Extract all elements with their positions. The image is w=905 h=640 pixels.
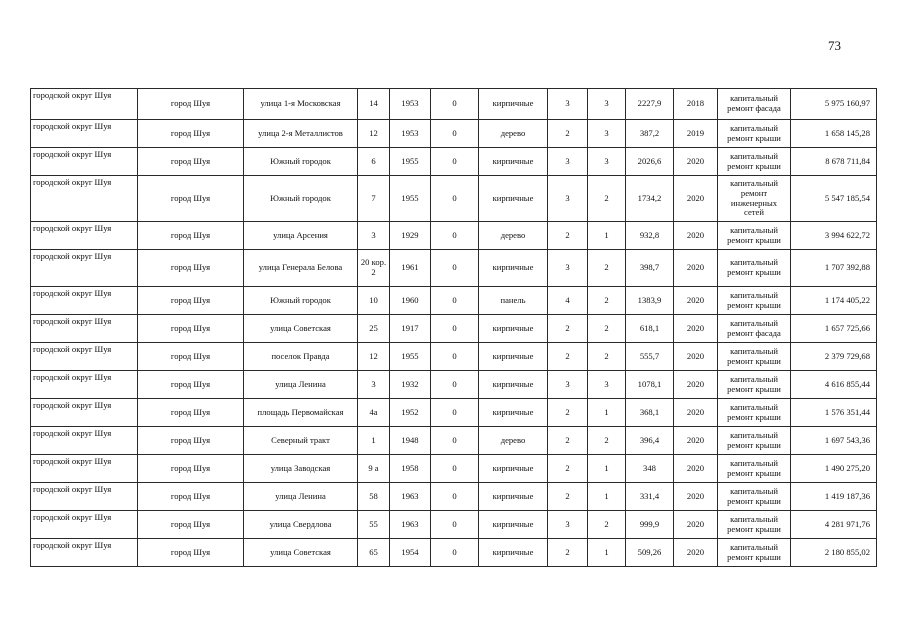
cell-zero-value: 0 [431,539,479,567]
cell-street: улица Арсения [244,222,358,250]
table-row [31,399,877,427]
cell-zero-value: 0 [431,399,479,427]
table-row [31,222,877,250]
cell-okrug: городской округ Шуя [31,455,138,483]
cell-city: город Шуя [138,222,244,250]
cell-wall-material: кирпичные [479,455,548,483]
cell-okrug: городской округ Шуя [31,539,138,567]
cell-city: город Шуя [138,371,244,399]
cell-house: 12 [358,343,390,371]
cell-wall-material: кирпичные [479,511,548,539]
cell-work-type: капитальный ремонт крыши [718,511,791,539]
cell-entrances: 1 [588,222,626,250]
cell-okrug: городской округ Шуя [31,511,138,539]
cell-city: город Шуя [138,89,244,120]
cell-city: город Шуя [138,315,244,343]
cell-house: 65 [358,539,390,567]
cell-okrug: городской округ Шуя [31,343,138,371]
cell-street: улица Ленина [244,371,358,399]
table-row [31,148,877,176]
cell-year-built: 1955 [390,148,431,176]
cell-year-built: 1948 [390,427,431,455]
cell-floors: 2 [548,399,588,427]
cell-zero-value: 0 [431,176,479,222]
cell-city: город Шуя [138,176,244,222]
cell-area: 1734,2 [626,176,674,222]
cell-city: город Шуя [138,287,244,315]
cell-year-built: 1958 [390,455,431,483]
cell-zero-value: 0 [431,483,479,511]
cell-sum: 4 616 855,44 [791,371,877,399]
cell-year: 2020 [674,483,718,511]
cell-house: 3 [358,222,390,250]
cell-city: город Шуя [138,250,244,287]
cell-work-type: капитальный ремонт фасада [718,89,791,120]
cell-year: 2020 [674,287,718,315]
cell-year: 2020 [674,371,718,399]
cell-house: 1 [358,427,390,455]
cell-house: 10 [358,287,390,315]
cell-year-built: 1963 [390,483,431,511]
cell-work-type: капитальный ремонт крыши [718,427,791,455]
cell-wall-material: кирпичные [479,89,548,120]
cell-year-built: 1961 [390,250,431,287]
cell-year-built: 1955 [390,343,431,371]
cell-area: 387,2 [626,120,674,148]
table-row [31,315,877,343]
cell-area: 398,7 [626,250,674,287]
cell-floors: 3 [548,371,588,399]
cell-sum: 3 994 622,72 [791,222,877,250]
cell-floors: 3 [548,511,588,539]
cell-city: город Шуя [138,427,244,455]
cell-zero-value: 0 [431,343,479,371]
table-row [31,511,877,539]
cell-street: улица Советская [244,539,358,567]
cell-house: 4а [358,399,390,427]
cell-entrances: 2 [588,315,626,343]
cell-area: 1383,9 [626,287,674,315]
cell-okrug: городской округ Шуя [31,120,138,148]
cell-area: 618,1 [626,315,674,343]
cell-house: 3 [358,371,390,399]
table-row [31,539,877,567]
table-row [31,371,877,399]
cell-entrances: 1 [588,483,626,511]
cell-floors: 2 [548,222,588,250]
table-row [31,455,877,483]
cell-okrug: городской округ Шуя [31,483,138,511]
table-row [31,427,877,455]
cell-sum: 1 707 392,88 [791,250,877,287]
document-table-wrapper [30,88,877,567]
cell-zero-value: 0 [431,427,479,455]
cell-work-type: капитальный ремонт крыши [718,120,791,148]
cell-wall-material: кирпичные [479,343,548,371]
cell-sum: 5 975 160,97 [791,89,877,120]
cell-zero-value: 0 [431,455,479,483]
cell-street: улица 2-я Металлистов [244,120,358,148]
cell-entrances: 2 [588,343,626,371]
cell-entrances: 3 [588,120,626,148]
table-row [31,250,877,287]
cell-wall-material: кирпичные [479,371,548,399]
cell-entrances: 1 [588,399,626,427]
cell-city: город Шуя [138,148,244,176]
cell-work-type: капитальный ремонт крыши [718,222,791,250]
cell-wall-material: кирпичные [479,176,548,222]
cell-street: Южный городок [244,148,358,176]
cell-year-built: 1932 [390,371,431,399]
cell-sum: 8 678 711,84 [791,148,877,176]
cell-city: город Шуя [138,399,244,427]
cell-floors: 2 [548,539,588,567]
cell-okrug: городской округ Шуя [31,287,138,315]
cell-house: 25 [358,315,390,343]
cell-floors: 2 [548,483,588,511]
cell-wall-material: кирпичные [479,399,548,427]
cell-work-type: капитальный ремонт фасада [718,315,791,343]
cell-entrances: 1 [588,539,626,567]
cell-year: 2020 [674,539,718,567]
cell-zero-value: 0 [431,250,479,287]
cell-year: 2020 [674,511,718,539]
housing-repair-table [30,88,877,567]
cell-zero-value: 0 [431,89,479,120]
cell-house: 20 кор. 2 [358,250,390,287]
table-row [31,176,877,222]
cell-area: 2026,6 [626,148,674,176]
table-row [31,287,877,315]
cell-year-built: 1952 [390,399,431,427]
cell-wall-material: кирпичные [479,148,548,176]
cell-entrances: 2 [588,176,626,222]
cell-city: город Шуя [138,539,244,567]
cell-year: 2020 [674,427,718,455]
cell-work-type: капитальный ремонт инженерных сетей [718,176,791,222]
cell-year-built: 1953 [390,89,431,120]
cell-street: Северный тракт [244,427,358,455]
cell-sum: 1 576 351,44 [791,399,877,427]
cell-year-built: 1960 [390,287,431,315]
cell-street: Южный городок [244,176,358,222]
cell-work-type: капитальный ремонт крыши [718,343,791,371]
cell-entrances: 3 [588,371,626,399]
cell-work-type: капитальный ремонт крыши [718,483,791,511]
cell-sum: 1 697 543,36 [791,427,877,455]
cell-area: 2227,9 [626,89,674,120]
cell-year: 2019 [674,120,718,148]
cell-street: Южный городок [244,287,358,315]
cell-area: 999,9 [626,511,674,539]
cell-sum: 1 490 275,20 [791,455,877,483]
cell-entrances: 2 [588,427,626,455]
cell-year-built: 1917 [390,315,431,343]
cell-area: 396,4 [626,427,674,455]
cell-zero-value: 0 [431,120,479,148]
cell-wall-material: кирпичные [479,539,548,567]
cell-street: улица Генерала Белова [244,250,358,287]
cell-entrances: 2 [588,287,626,315]
cell-year: 2020 [674,222,718,250]
cell-year: 2020 [674,176,718,222]
cell-year: 2020 [674,343,718,371]
cell-wall-material: кирпичные [479,483,548,511]
cell-year-built: 1955 [390,176,431,222]
cell-street: площадь Первомайская [244,399,358,427]
cell-entrances: 2 [588,511,626,539]
cell-area: 348 [626,455,674,483]
table-row [31,343,877,371]
cell-year-built: 1963 [390,511,431,539]
cell-street: поселок Правда [244,343,358,371]
cell-street: улица Ленина [244,483,358,511]
cell-work-type: капитальный ремонт крыши [718,250,791,287]
cell-okrug: городской округ Шуя [31,427,138,455]
cell-sum: 1 419 187,36 [791,483,877,511]
cell-wall-material: кирпичные [479,315,548,343]
cell-okrug: городской округ Шуя [31,371,138,399]
cell-year: 2020 [674,148,718,176]
cell-year: 2020 [674,315,718,343]
cell-okrug: городской округ Шуя [31,222,138,250]
cell-okrug: городской округ Шуя [31,399,138,427]
cell-work-type: капитальный ремонт крыши [718,148,791,176]
table-row [31,120,877,148]
cell-city: город Шуя [138,455,244,483]
cell-zero-value: 0 [431,371,479,399]
cell-work-type: капитальный ремонт крыши [718,539,791,567]
cell-okrug: городской округ Шуя [31,89,138,120]
cell-house: 6 [358,148,390,176]
cell-floors: 3 [548,250,588,287]
table-row [31,89,877,120]
cell-sum: 2 180 855,02 [791,539,877,567]
cell-zero-value: 0 [431,148,479,176]
cell-floors: 2 [548,343,588,371]
cell-street: улица Советская [244,315,358,343]
cell-work-type: капитальный ремонт крыши [718,371,791,399]
cell-house: 7 [358,176,390,222]
cell-work-type: капитальный ремонт крыши [718,455,791,483]
cell-zero-value: 0 [431,222,479,250]
cell-okrug: городской округ Шуя [31,148,138,176]
cell-year: 2020 [674,455,718,483]
cell-floors: 2 [548,455,588,483]
cell-sum: 1 174 405,22 [791,287,877,315]
cell-area: 1078,1 [626,371,674,399]
cell-street: улица 1-я Московская [244,89,358,120]
cell-zero-value: 0 [431,287,479,315]
cell-year-built: 1953 [390,120,431,148]
cell-sum: 1 658 145,28 [791,120,877,148]
cell-entrances: 2 [588,250,626,287]
cell-zero-value: 0 [431,315,479,343]
cell-city: город Шуя [138,511,244,539]
cell-house: 14 [358,89,390,120]
cell-year: 2020 [674,250,718,287]
cell-year-built: 1929 [390,222,431,250]
cell-house: 58 [358,483,390,511]
cell-area: 509,26 [626,539,674,567]
cell-sum: 5 547 185,54 [791,176,877,222]
cell-area: 331,4 [626,483,674,511]
cell-floors: 3 [548,148,588,176]
cell-area: 368,1 [626,399,674,427]
cell-floors: 2 [548,315,588,343]
cell-city: город Шуя [138,343,244,371]
cell-wall-material: дерево [479,120,548,148]
cell-work-type: капитальный ремонт крыши [718,287,791,315]
cell-sum: 1 657 725,66 [791,315,877,343]
cell-floors: 2 [548,120,588,148]
cell-wall-material: дерево [479,427,548,455]
cell-work-type: капитальный ремонт крыши [718,399,791,427]
cell-house: 9 а [358,455,390,483]
cell-floors: 2 [548,427,588,455]
cell-street: улица Заводская [244,455,358,483]
cell-year-built: 1954 [390,539,431,567]
cell-wall-material: панель [479,287,548,315]
cell-wall-material: кирпичные [479,250,548,287]
cell-entrances: 3 [588,89,626,120]
cell-area: 932,8 [626,222,674,250]
cell-street: улица Свердлова [244,511,358,539]
cell-zero-value: 0 [431,511,479,539]
cell-house: 55 [358,511,390,539]
cell-okrug: городской округ Шуя [31,315,138,343]
cell-okrug: городской округ Шуя [31,176,138,222]
cell-area: 555,7 [626,343,674,371]
cell-year: 2020 [674,399,718,427]
cell-city: город Шуя [138,120,244,148]
cell-entrances: 3 [588,148,626,176]
cell-sum: 4 281 971,76 [791,511,877,539]
table-body [31,89,877,567]
page-number: 73 [828,38,841,53]
cell-sum: 2 379 729,68 [791,343,877,371]
cell-floors: 4 [548,287,588,315]
cell-year: 2018 [674,89,718,120]
cell-wall-material: дерево [479,222,548,250]
cell-city: город Шуя [138,483,244,511]
table-row [31,483,877,511]
cell-floors: 3 [548,176,588,222]
cell-floors: 3 [548,89,588,120]
cell-house: 12 [358,120,390,148]
cell-entrances: 1 [588,455,626,483]
cell-okrug: городской округ Шуя [31,250,138,287]
